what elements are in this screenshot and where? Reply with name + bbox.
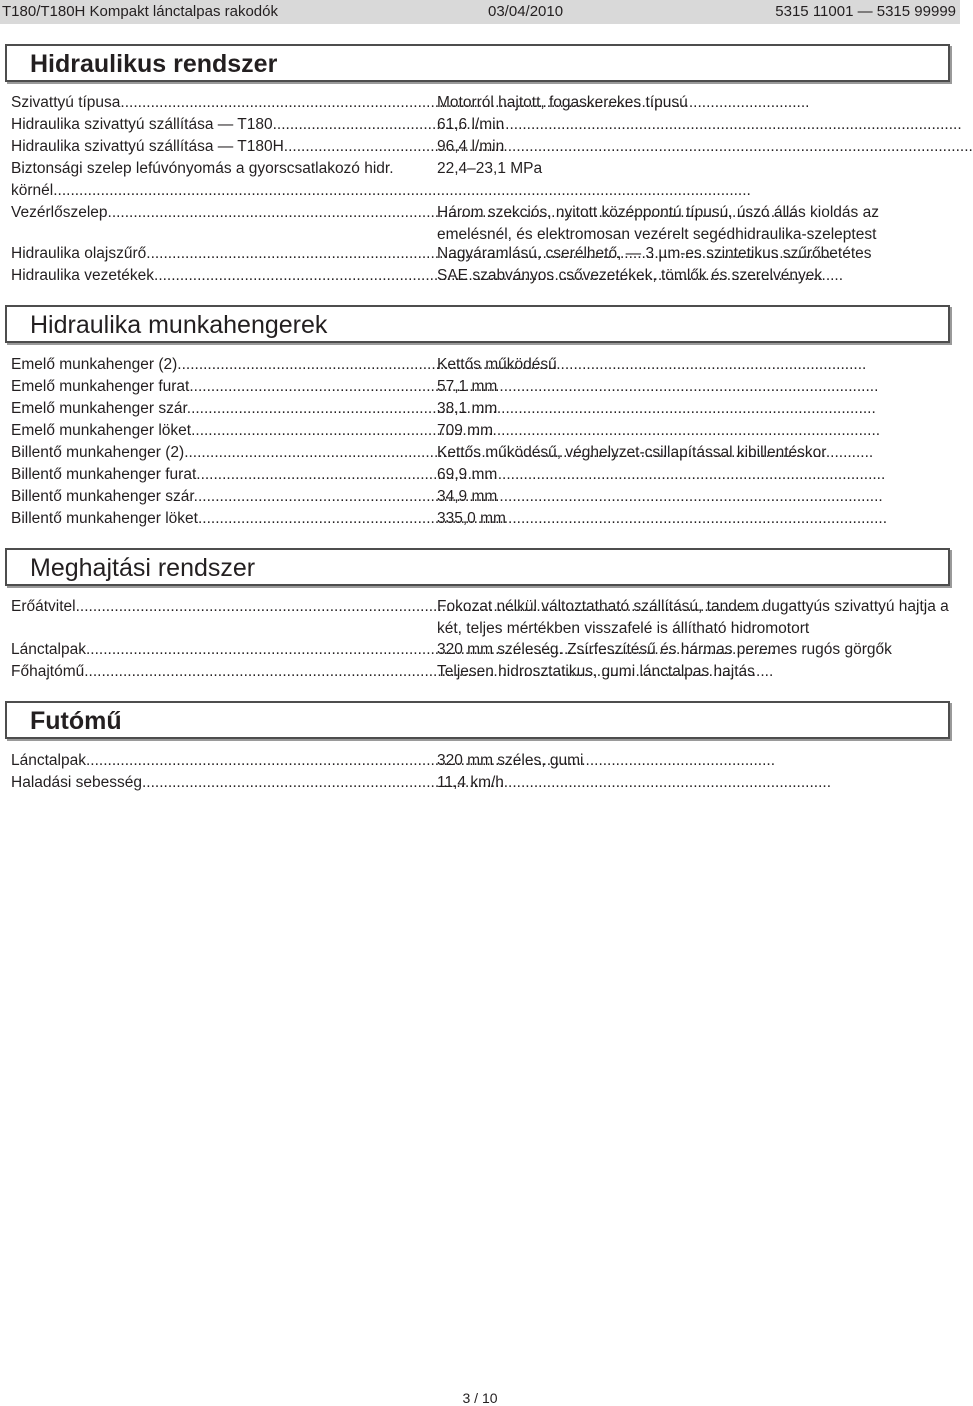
page-number: 3 / 10 — [462, 1390, 498, 1406]
spec-label: Hidraulika vezetékek ..... — [11, 265, 426, 287]
spec-value: 320 mm széleség. Zsírfeszítésű és hármas peremes rugós görgők — [437, 641, 892, 658]
spec-label: Szivattyú típusa ..... — [11, 92, 426, 114]
spec-value: 57,1 mm — [437, 378, 498, 395]
spec-label: Erőátvitel ..... — [11, 596, 426, 618]
spec-value: Nagyáramlású, cserélhető, — 3 µm-es szintetikus szűrőbetétes — [437, 245, 872, 262]
spec-label: Billentő munkahenger (2) ..... — [11, 442, 426, 464]
section-title: Hidraulika munkahengerek — [30, 311, 328, 339]
spec-value: 22,4–23,1 MPa — [437, 160, 543, 177]
section-header-undercarriage — [5, 701, 950, 739]
spec-value: 320 mm széles, gumi — [437, 752, 584, 769]
section-title: Hidraulikus rendszer — [30, 50, 278, 78]
spec-label: Hidraulika szivattyú szállítása — T180H ..... — [11, 136, 426, 158]
spec-label: Emelő munkahenger löket ..... — [11, 420, 426, 442]
spec-value: Fokozat nélkül változtatható szállítású, tandem dugattyús szivattyú hajtja a két, teljes mértékben visszafelé is állítható hidromotort — [437, 598, 949, 637]
spec-label-line: Biztonsági szelep lefúvónyomás a gyorscsatlakozó hidr. — [11, 160, 394, 177]
spec-value: Kettős működésű, véghelyzet-csillapítással kibillentéskor — [437, 444, 827, 461]
spec-label: Emelő munkahenger furat ..... — [11, 376, 426, 398]
spec-value: 34,9 mm — [437, 488, 498, 505]
spec-label: Főhajtómű ..... — [11, 661, 426, 683]
section-header-hydraulic-system — [5, 44, 950, 82]
document-title: T180/T180H Kompakt lánctalpas rakodók — [2, 3, 278, 20]
page-header — [0, 0, 960, 24]
spec-value: 709 mm — [437, 422, 493, 439]
spec-label: Hidraulika szivattyú szállítása — T180 ..... — [11, 114, 426, 136]
spec-label: Emelő munkahenger (2) ..... — [11, 354, 426, 376]
spec-label: Lánctalpak ..... — [11, 750, 426, 772]
spec-value: 11,4 km/h — [437, 774, 504, 791]
spec-label: Vezérlőszelep ..... — [11, 202, 426, 224]
section-header-drive-system — [5, 548, 950, 586]
serial-range: 5315 11001 — 5315 99999 — [775, 3, 956, 20]
spec-value: Három szekciós, nyitott középpontú típusú, úszó állás kioldás az emelésnél, és elektromosan vezérelt segédhidraulika-szeleptest — [437, 204, 879, 243]
spec-label: Billentő munkahenger furat ..... — [11, 464, 426, 486]
spec-label: Billentő munkahenger szár ..... — [11, 486, 426, 508]
spec-label: Emelő munkahenger szár ..... — [11, 398, 426, 420]
spec-value: Teljesen hidrosztatikus, gumi lánctalpas hajtás — [437, 663, 755, 680]
document-date: 03/04/2010 — [488, 3, 564, 20]
spec-label: Haladási sebesség ..... — [11, 772, 426, 794]
spec-value: 61,6 l/min — [437, 116, 505, 133]
spec-label: Hidraulika olajszűrő ..... — [11, 243, 426, 265]
section-title: Futómű — [30, 707, 122, 735]
section-title: Meghajtási rendszer — [30, 554, 256, 582]
spec-value: 96,4 l/min — [437, 138, 505, 155]
spec-value: SAE szabványos csővezetékek, tömlők és szerelvények — [437, 267, 823, 284]
spec-value: Kettős működésű — [437, 356, 557, 373]
spec-value: 69,9 mm — [437, 466, 498, 483]
spec-label: Billentő munkahenger löket ..... — [11, 508, 426, 530]
section-header-hydraulic-cylinders — [5, 305, 950, 343]
spec-value: Motorról hajtott, fogaskerekes típusú — [437, 94, 688, 111]
spec-label: Lánctalpak ..... — [11, 639, 426, 661]
spec-value: 335,0 mm — [437, 510, 506, 527]
spec-value: 38,1 mm — [437, 400, 498, 417]
spec-label-line: körnél.................................................................................................................................................................. — [11, 182, 751, 199]
